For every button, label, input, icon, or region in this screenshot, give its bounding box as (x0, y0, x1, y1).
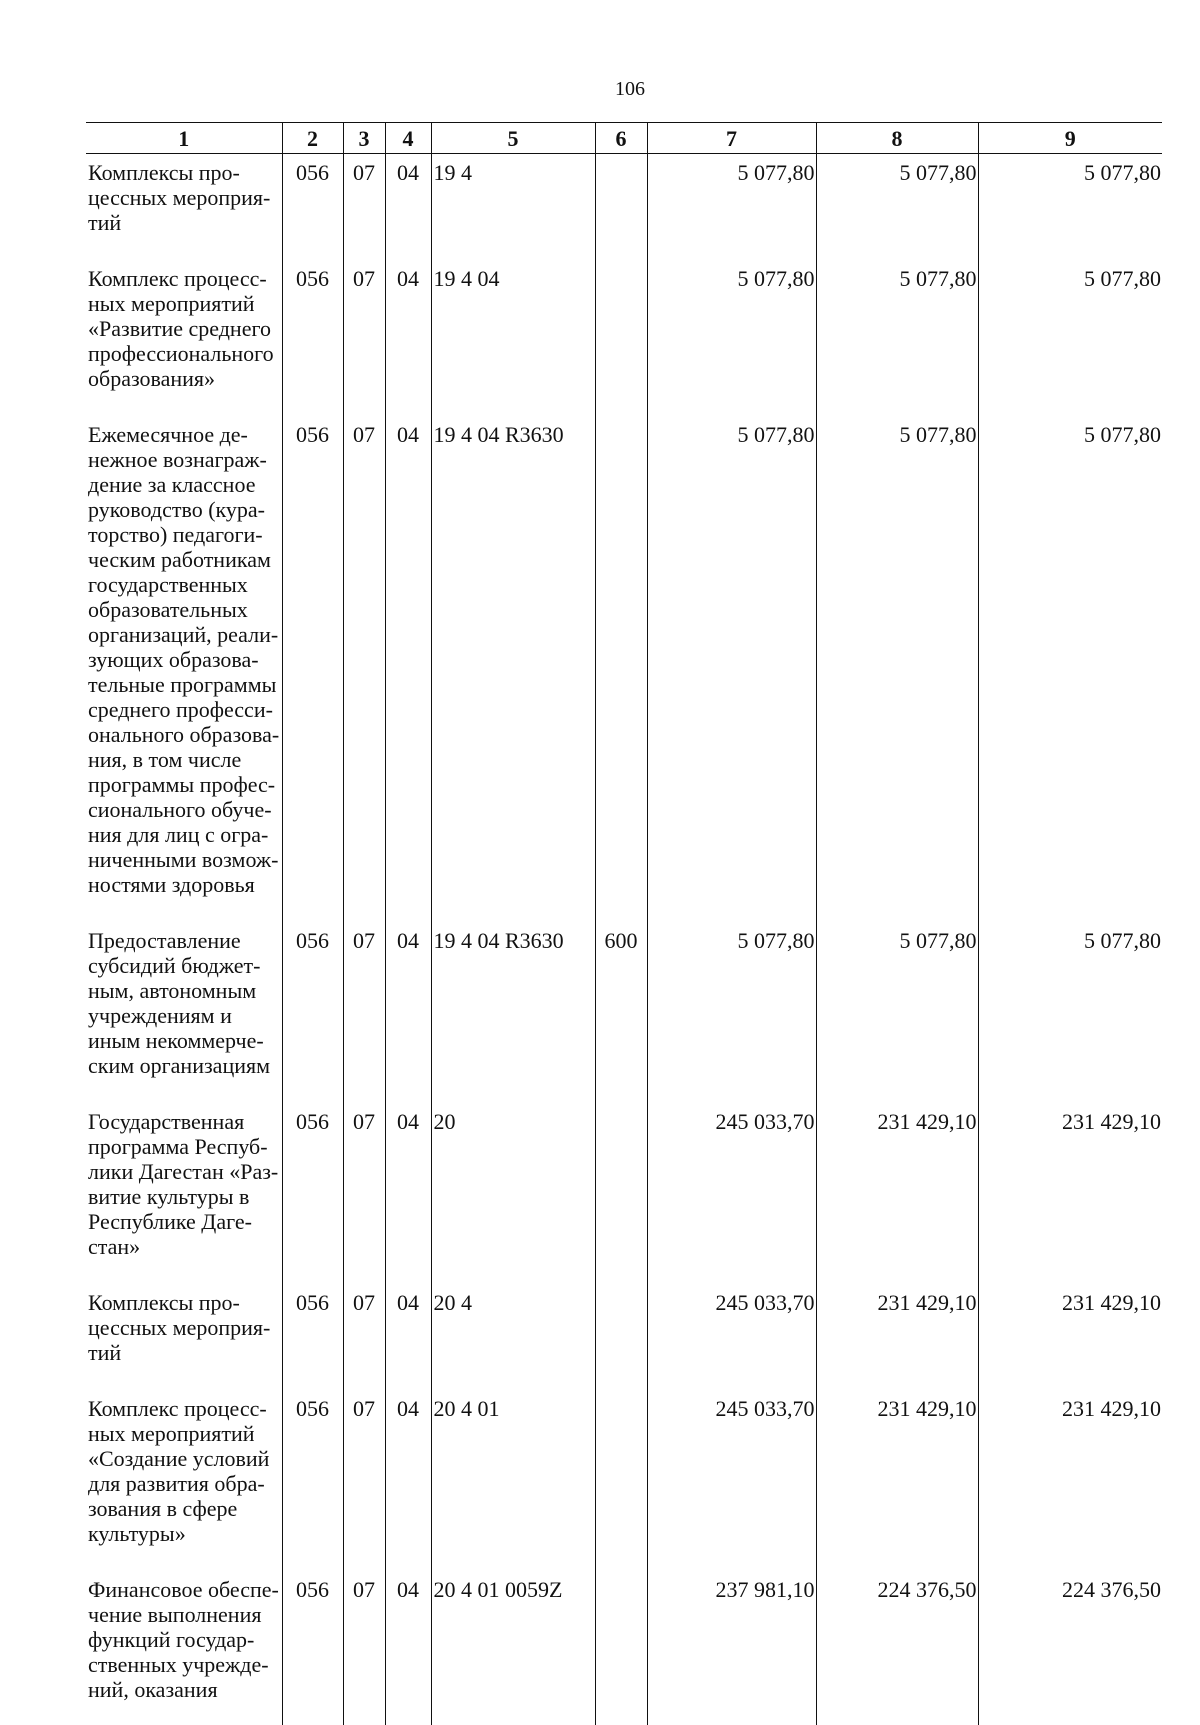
item-name: Комплекс процесс- ных мероприятий «Развитие среднего профессионального образования» (86, 260, 282, 416)
amount-col-7: 245 033,70 (647, 1284, 816, 1390)
table-header (86, 123, 1162, 154)
item-name: Финансовое обеспе- чение выполнения функций государ- ственных учрежде- ний, оказания (86, 1571, 282, 1725)
target-article-code: 19 4 04 (431, 260, 595, 416)
ministry-code: 056 (282, 1103, 343, 1284)
section-code: 07 (343, 922, 385, 1103)
amount-col-8: 231 429,10 (816, 1284, 978, 1390)
section-code: 07 (343, 1571, 385, 1725)
table-row (86, 260, 1162, 416)
expense-type-code: 600 (595, 922, 647, 1103)
amount-col-7: 237 981,10 (647, 1571, 816, 1725)
item-name: Комплексы про- цессных мероприя- тий (86, 154, 282, 261)
amount-col-7: 5 077,80 (647, 260, 816, 416)
amount-col-9: 5 077,80 (978, 922, 1162, 1103)
amount-col-7: 245 033,70 (647, 1390, 816, 1571)
ministry-code: 056 (282, 1571, 343, 1725)
expense-type-code (595, 1284, 647, 1390)
amount-col-9: 224 376,50 (978, 1571, 1162, 1725)
item-name: Предоставление субсидий бюджет- ным, автономным учреждениям и иным некоммерче- ским организациям (86, 922, 282, 1103)
table-row (86, 154, 1162, 261)
item-name: Комплекс процесс- ных мероприятий «Создание условий для развития обра- зования в сфере культуры» (86, 1390, 282, 1571)
ministry-code: 056 (282, 260, 343, 416)
column-header-5: 5 (431, 123, 595, 154)
table-row (86, 1390, 1162, 1571)
header-row (86, 123, 1162, 154)
amount-col-9: 231 429,10 (978, 1390, 1162, 1571)
ministry-code: 056 (282, 154, 343, 261)
amount-col-7: 245 033,70 (647, 1103, 816, 1284)
section-code: 07 (343, 1103, 385, 1284)
amount-col-9: 231 429,10 (978, 1284, 1162, 1390)
page-number: 106 (0, 78, 1200, 101)
subsection-code: 04 (385, 154, 431, 261)
expense-type-code (595, 1390, 647, 1571)
column-header-8: 8 (816, 123, 978, 154)
target-article-code: 19 4 04 R3630 (431, 922, 595, 1103)
item-name: Ежемесячное де- нежное вознаграж- дение за классное руководство (кура- торство) педагоги- ческим работникам государственных образовательных организаций, реали- зующих образова- тельные программы среднего професси- онального образова- ния, в том числе программы профес- сионального обуче- ния для лиц с огра- ниченными возмож- ностями здоровья (86, 416, 282, 922)
amount-col-9: 231 429,10 (978, 1103, 1162, 1284)
target-article-code: 19 4 04 R3630 (431, 416, 595, 922)
budget-table (86, 122, 1162, 1725)
section-code: 07 (343, 416, 385, 922)
table-row (86, 1571, 1162, 1725)
ministry-code: 056 (282, 416, 343, 922)
amount-col-9: 5 077,80 (978, 154, 1162, 261)
amount-col-7: 5 077,80 (647, 416, 816, 922)
column-header-9: 9 (978, 123, 1162, 154)
expense-type-code (595, 154, 647, 261)
amount-col-8: 231 429,10 (816, 1103, 978, 1284)
target-article-code: 20 4 01 0059Z (431, 1571, 595, 1725)
amount-col-7: 5 077,80 (647, 154, 816, 261)
table-body (86, 154, 1162, 1725)
section-code: 07 (343, 154, 385, 261)
section-code: 07 (343, 1284, 385, 1390)
amount-col-8: 5 077,80 (816, 154, 978, 261)
subsection-code: 04 (385, 1103, 431, 1284)
amount-col-8: 5 077,80 (816, 260, 978, 416)
column-header-7: 7 (647, 123, 816, 154)
amount-col-8: 224 376,50 (816, 1571, 978, 1725)
column-header-6: 6 (595, 123, 647, 154)
column-header-2: 2 (282, 123, 343, 154)
ministry-code: 056 (282, 1390, 343, 1571)
subsection-code: 04 (385, 1571, 431, 1725)
column-header-4: 4 (385, 123, 431, 154)
expense-type-code (595, 260, 647, 416)
target-article-code: 20 4 (431, 1284, 595, 1390)
table-row (86, 416, 1162, 922)
ministry-code: 056 (282, 922, 343, 1103)
ministry-code: 056 (282, 1284, 343, 1390)
item-name: Комплексы про- цессных мероприя- тий (86, 1284, 282, 1390)
amount-col-9: 5 077,80 (978, 260, 1162, 416)
subsection-code: 04 (385, 260, 431, 416)
expense-type-code (595, 1103, 647, 1284)
target-article-code: 19 4 (431, 154, 595, 261)
amount-col-7: 5 077,80 (647, 922, 816, 1103)
table-row (86, 1284, 1162, 1390)
column-header-1: 1 (86, 123, 282, 154)
subsection-code: 04 (385, 1390, 431, 1571)
expense-type-code (595, 416, 647, 922)
item-name: Государственная программа Респуб- лики Дагестан «Раз- витие культуры в Республике Даге- стан» (86, 1103, 282, 1284)
amount-col-8: 231 429,10 (816, 1390, 978, 1571)
amount-col-9: 5 077,80 (978, 416, 1162, 922)
expense-type-code (595, 1571, 647, 1725)
target-article-code: 20 4 01 (431, 1390, 595, 1571)
amount-col-8: 5 077,80 (816, 416, 978, 922)
subsection-code: 04 (385, 922, 431, 1103)
column-header-3: 3 (343, 123, 385, 154)
section-code: 07 (343, 260, 385, 416)
table-row (86, 922, 1162, 1103)
subsection-code: 04 (385, 1284, 431, 1390)
target-article-code: 20 (431, 1103, 595, 1284)
section-code: 07 (343, 1390, 385, 1571)
subsection-code: 04 (385, 416, 431, 922)
table-row (86, 1103, 1162, 1284)
amount-col-8: 5 077,80 (816, 922, 978, 1103)
